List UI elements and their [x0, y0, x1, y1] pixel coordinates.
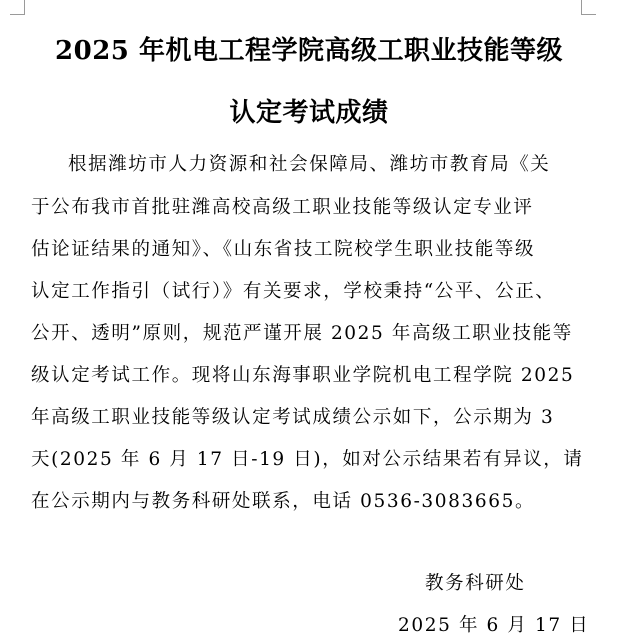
body-line-7: 年高级工职业技能等级认定考试成绩公示如下，公示期为 3 [31, 407, 555, 428]
document-title-line-2: 认定考试成绩 [229, 98, 389, 128]
body-line-9: 在公示期内与教务科研处联系，电话 0536-3083665。 [31, 491, 536, 512]
page-corner-mark-left [10, 0, 25, 15]
page-corner-mark-right [581, 0, 596, 15]
body-line-1: 根据潍坊市人力资源和社会保障局、潍坊市教育局《关 [68, 154, 551, 175]
body-line-3: 估论证结果的通知》、《山东省技工院校学生职业技能等级 [31, 239, 536, 260]
signature-department: 教务科研处 [425, 573, 526, 594]
body-line-2: 于公布我市首批驻潍高校高级工职业技能等级认定专业评 [31, 197, 534, 218]
document-title-line-1: 2025 年机电工程学院高级工职业技能等级 [55, 36, 563, 66]
body-line-4: 认定工作指引（试行）》有关要求，学校秉持“公平、公正、 [31, 281, 556, 302]
signature-date: 2025 年 6 月 17 日 [398, 615, 590, 636]
body-line-6: 级认定考试工作。现将山东海事职业学院机电工程学院 2025 [31, 365, 575, 386]
body-line-8: 天(2025 年 6 月 17 日-19 日)，如对公示结果若有异议，请 [31, 449, 584, 470]
body-line-5: 公开、透明”原则，规范严谨开展 2025 年高级工职业技能等 [31, 323, 573, 344]
